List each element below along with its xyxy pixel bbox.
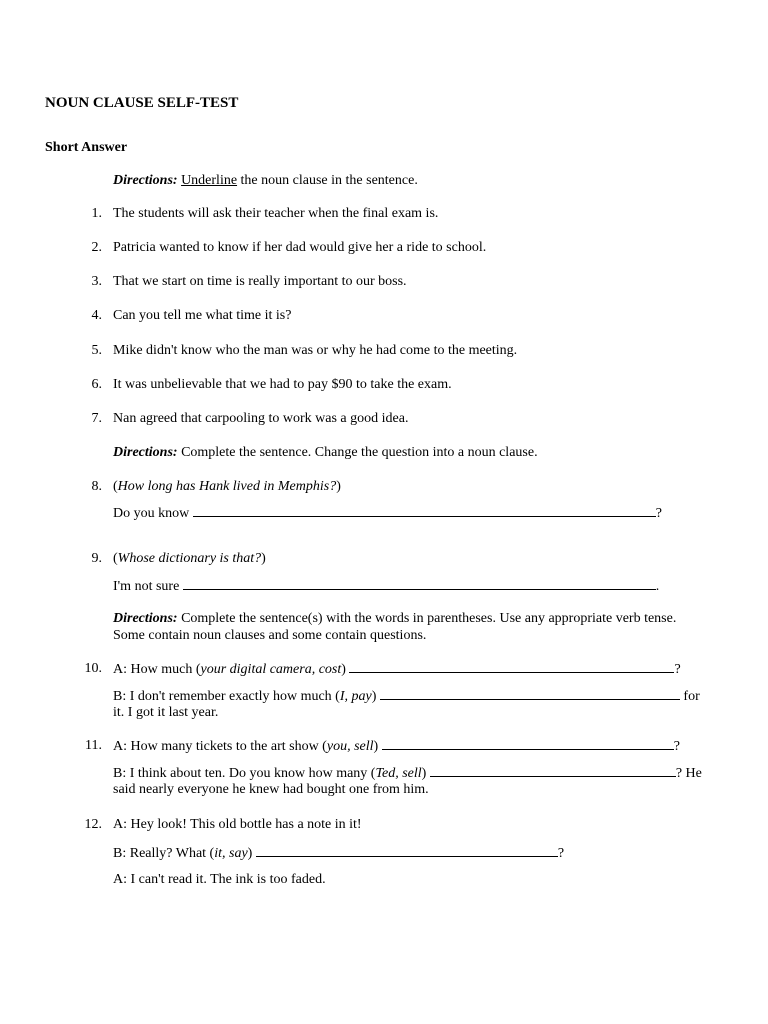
question-prompt: (Whose dictionary is that?) [113, 551, 266, 566]
answer-blank[interactable] [380, 687, 680, 700]
question-number: 12. [84, 817, 102, 832]
directions-noun-clause [113, 444, 538, 461]
question-number: 2. [91, 240, 102, 255]
section-heading: Short Answer [45, 140, 128, 155]
question-text: Can you tell me what time it is? [113, 308, 292, 323]
dialogue-a: A: How many tickets to the art show (you, sell) ? [113, 739, 680, 754]
question-number: 8. [91, 479, 102, 494]
question-number: 4. [91, 308, 102, 323]
dialogue-b: B: Really? What (it, say) ? [113, 846, 565, 861]
directions-underline [113, 172, 418, 189]
question-number: 11. [85, 738, 102, 753]
dialogue-a: A: How much (your digital camera, cost) ? [113, 662, 681, 677]
directions-label: Directions: [113, 173, 178, 188]
question-text: The students will ask their teacher when the final exam is. [113, 206, 439, 221]
dialogue-b: B: I think about ten. Do you know how many (Ted, sell) ? He [113, 766, 702, 781]
directions-text-line2: Some contain noun clauses and some contain questions. [113, 628, 427, 643]
directions-label: Directions: [113, 445, 178, 460]
question-number: 7. [91, 411, 102, 426]
underline-word: Underline [181, 173, 238, 188]
answer-blank[interactable] [349, 660, 674, 673]
answer-blank[interactable] [256, 844, 558, 857]
answer-line: Do you know ? [113, 506, 662, 521]
question-prompt: (How long has Hank lived in Memphis?) [113, 479, 341, 494]
answer-blank[interactable] [430, 764, 676, 777]
dialogue-b: B: I don't remember exactly how much (I, pay) for [113, 689, 700, 704]
answer-blank[interactable] [193, 504, 656, 517]
directions-complete-sentences [113, 610, 676, 627]
page-title: NOUN CLAUSE SELF-TEST [45, 95, 239, 111]
question-text: Nan agreed that carpooling to work was a good idea. [113, 411, 409, 426]
directions-text: Complete the sentence. Change the question into a noun clause. [177, 445, 538, 460]
directions-label: Directions: [113, 611, 178, 626]
dialogue-a-reply: A: I can't read it. The ink is too faded. [113, 872, 326, 887]
question-text: That we start on time is really important to our boss. [113, 274, 407, 289]
question-text: Mike didn't know who the man was or why he had come to the meeting. [113, 343, 518, 358]
answer-blank[interactable] [183, 577, 656, 590]
answer-line: I'm not sure . [113, 579, 660, 594]
question-number: 10. [84, 661, 102, 676]
question-number: 5. [91, 343, 102, 358]
question-number: 3. [91, 274, 102, 289]
question-text: It was unbelievable that we had to pay $90 to take the exam. [113, 377, 452, 392]
dialogue-a: A: Hey look! This old bottle has a note in it! [113, 817, 362, 832]
answer-blank[interactable] [382, 737, 674, 750]
question-number: 6. [91, 377, 102, 392]
dialogue-b-continued: it. I got it last year. [113, 705, 219, 720]
question-number: 1. [91, 206, 102, 221]
dialogue-b-continued: said nearly everyone he knew had bought one from him. [113, 782, 429, 797]
question-text: Patricia wanted to know if her dad would give her a ride to school. [113, 240, 487, 255]
question-number: 9. [91, 551, 102, 566]
directions-text: the noun clause in the sentence. [237, 173, 418, 188]
directions-text: Complete the sentence(s) with the words in parentheses. Use any appropriate verb tense. [177, 611, 677, 626]
